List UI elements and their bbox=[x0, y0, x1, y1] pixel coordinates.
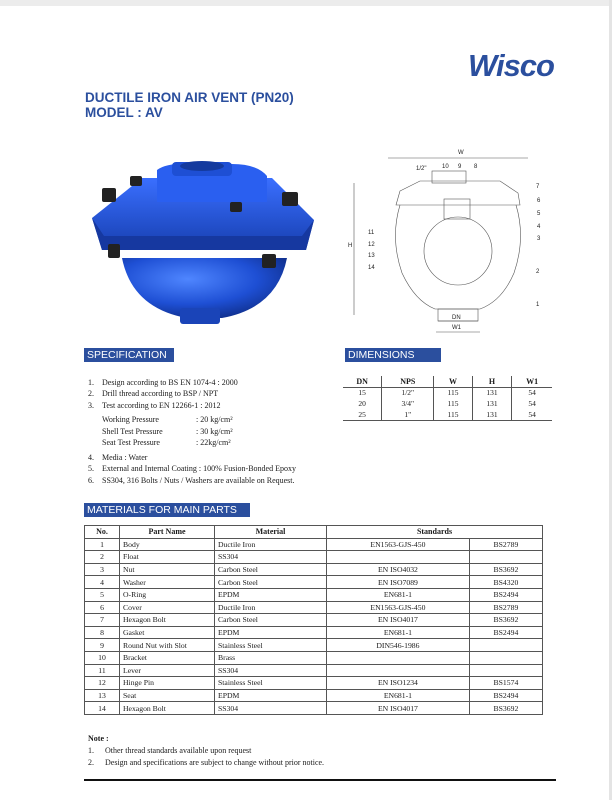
dn-label: DN bbox=[452, 315, 461, 321]
part-name-cell: Seat bbox=[120, 689, 215, 702]
part-no-cell: 8 bbox=[85, 626, 120, 639]
part-no-cell: 6 bbox=[85, 601, 120, 614]
table-row bbox=[85, 702, 543, 715]
callout-5: 5 bbox=[537, 211, 541, 217]
standard-bs-cell bbox=[469, 639, 542, 652]
pressure-list bbox=[102, 414, 233, 449]
callout-3: 3 bbox=[537, 236, 541, 242]
specification-list bbox=[88, 377, 358, 411]
part-no-cell: 11 bbox=[85, 664, 120, 677]
standard-en-cell: EN1563-GJS-450 bbox=[327, 601, 470, 614]
part-no-cell: 5 bbox=[85, 588, 120, 601]
material-cell: Carbon Steel bbox=[215, 576, 327, 589]
standard-bs-cell: BS4320 bbox=[469, 576, 542, 589]
material-cell: SS304 bbox=[215, 551, 327, 564]
callout-13: 13 bbox=[368, 253, 375, 259]
standard-en-cell: EN ISO4032 bbox=[327, 563, 470, 576]
product-title-line1: DUCTILE IRON AIR VENT (PN20) bbox=[85, 90, 294, 105]
part-name-cell: Hexagon Bolt bbox=[120, 702, 215, 715]
callout-4: 4 bbox=[537, 224, 541, 230]
standard-bs-cell: BS3692 bbox=[469, 563, 542, 576]
table-row bbox=[85, 664, 543, 677]
part-no-cell: 4 bbox=[85, 576, 120, 589]
materials-table bbox=[84, 525, 543, 715]
part-name-cell: Lever bbox=[120, 664, 215, 677]
standard-en-cell bbox=[327, 551, 470, 564]
material-cell: Carbon Steel bbox=[215, 563, 327, 576]
material-cell: Stainless Steel bbox=[215, 639, 327, 652]
standard-en-cell: EN ISO4017 bbox=[327, 702, 470, 715]
table-row bbox=[85, 626, 543, 639]
spec-item: 2. Drill thread according to BSP / NPT bbox=[88, 389, 219, 399]
standard-en-cell: EN681-1 bbox=[327, 588, 470, 601]
standard-en-cell: EN ISO4017 bbox=[327, 614, 470, 627]
table-header-row: DN NPS W H W1 bbox=[343, 376, 552, 387]
part-no-cell: 2 bbox=[85, 551, 120, 564]
bottom-rule bbox=[84, 779, 556, 781]
table-row bbox=[85, 677, 543, 690]
callout-8: 8 bbox=[474, 164, 478, 170]
standard-en-cell: DIN546-1986 bbox=[327, 639, 470, 652]
materials-header: MATERIALS FOR MAIN PARTS bbox=[84, 503, 250, 517]
part-name-cell: Hexagon Bolt bbox=[120, 614, 215, 627]
part-name-cell: Nut bbox=[120, 563, 215, 576]
table-row bbox=[85, 551, 543, 564]
part-name-cell: Body bbox=[120, 538, 215, 551]
part-name-cell: Cover bbox=[120, 601, 215, 614]
standard-bs-cell: BS3692 bbox=[469, 702, 542, 715]
callout-11: 11 bbox=[368, 230, 375, 236]
standard-bs-cell bbox=[469, 551, 542, 564]
callout-7: 7 bbox=[536, 184, 540, 190]
material-cell: SS304 bbox=[215, 664, 327, 677]
materials-table-body bbox=[85, 538, 543, 714]
material-cell: Brass bbox=[215, 651, 327, 664]
w1-label: W1 bbox=[452, 325, 461, 331]
callout-10: 10 bbox=[442, 164, 449, 170]
product-model: MODEL : AV bbox=[85, 105, 163, 120]
table-header-row: No. Part Name Material Standards bbox=[85, 526, 543, 539]
table-row bbox=[85, 601, 543, 614]
height-label: H bbox=[348, 243, 353, 249]
material-cell: EPDM bbox=[215, 626, 327, 639]
cross-section-drawing bbox=[340, 143, 560, 335]
callout-6: 6 bbox=[537, 198, 541, 204]
spec-item: 1. Design according to BS EN 1074-4 : 2000 bbox=[88, 378, 238, 387]
standard-bs-cell: BS2494 bbox=[469, 689, 542, 702]
part-no-cell: 14 bbox=[85, 702, 120, 715]
part-no-cell: 1 bbox=[85, 538, 120, 551]
callout-2: 2 bbox=[536, 269, 540, 275]
standard-en-cell: EN ISO7089 bbox=[327, 576, 470, 589]
standard-bs-cell bbox=[469, 664, 542, 677]
part-name-cell: Hinge Pin bbox=[120, 677, 215, 690]
spec-item: 4. Media : Water bbox=[88, 453, 148, 462]
standard-bs-cell: BS1574 bbox=[469, 677, 542, 690]
table-row bbox=[85, 651, 543, 664]
part-name-cell: Gasket bbox=[120, 626, 215, 639]
part-name-cell: Bracket bbox=[120, 651, 215, 664]
dimensions-table bbox=[343, 376, 552, 421]
table-row: 15 1/2" 115 131 54 bbox=[343, 387, 552, 398]
spec-item: 6. SS304, 316 Bolts / Nuts / Washers are available on Request. bbox=[88, 475, 295, 485]
notes bbox=[88, 733, 324, 769]
part-name-cell: O-Ring bbox=[120, 588, 215, 601]
standard-en-cell: EN681-1 bbox=[327, 626, 470, 639]
material-cell: EPDM bbox=[215, 689, 327, 702]
part-no-cell: 12 bbox=[85, 677, 120, 690]
callout-9: 9 bbox=[458, 164, 462, 170]
part-name-cell: Float bbox=[120, 551, 215, 564]
spec-item: 3. Test according to EN 12266-1 : 2012 bbox=[88, 400, 221, 410]
dimensions-header: DIMENSIONS bbox=[345, 348, 441, 362]
table-row bbox=[85, 639, 543, 652]
table-row bbox=[85, 614, 543, 627]
standard-bs-cell: BS2494 bbox=[469, 588, 542, 601]
pressure-row: Working Pressure : 20 kg/cm² bbox=[102, 415, 233, 424]
top-border bbox=[0, 0, 612, 6]
part-no-cell: 9 bbox=[85, 639, 120, 652]
part-no-cell: 7 bbox=[85, 614, 120, 627]
table-row bbox=[85, 563, 543, 576]
part-no-cell: 3 bbox=[85, 563, 120, 576]
standard-bs-cell bbox=[469, 651, 542, 664]
material-cell: Ductile Iron bbox=[215, 601, 327, 614]
standard-en-cell bbox=[327, 651, 470, 664]
material-cell: EPDM bbox=[215, 588, 327, 601]
width-label: W bbox=[458, 150, 464, 156]
standard-en-cell: EN681-1 bbox=[327, 689, 470, 702]
callout-14: 14 bbox=[368, 265, 375, 271]
callout-12: 12 bbox=[368, 242, 375, 248]
table-row bbox=[85, 689, 543, 702]
part-no-cell: 13 bbox=[85, 689, 120, 702]
part-name-cell: Round Nut with Slot bbox=[120, 639, 215, 652]
standard-en-cell: EN ISO1234 bbox=[327, 677, 470, 690]
table-row: 20 3/4" 115 131 54 bbox=[343, 398, 552, 409]
brand-logo: Wisco bbox=[467, 48, 554, 83]
material-cell: SS304 bbox=[215, 702, 327, 715]
callout-1: 1 bbox=[536, 302, 540, 308]
material-cell: Carbon Steel bbox=[215, 614, 327, 627]
pressure-row: Seat Test Pressure : 22kg/cm² bbox=[102, 438, 231, 448]
note-item: 2. Design and specifications are subject to change without prior notice. bbox=[88, 758, 325, 767]
standard-en-cell: EN1563-GJS-450 bbox=[327, 538, 470, 551]
specification-list-2 bbox=[88, 452, 358, 486]
standard-bs-cell: BS3692 bbox=[469, 614, 542, 627]
product-title bbox=[85, 90, 294, 120]
material-cell: Ductile Iron bbox=[215, 538, 327, 551]
standard-en-cell bbox=[327, 664, 470, 677]
standard-bs-cell: BS2494 bbox=[469, 626, 542, 639]
table-row: 25 1" 115 131 54 bbox=[343, 409, 552, 420]
table-row bbox=[85, 588, 543, 601]
part-no-cell: 10 bbox=[85, 651, 120, 664]
table-row bbox=[85, 538, 543, 551]
nps-label: 1/2" bbox=[416, 166, 427, 172]
pressure-row: Shell Test Pressure : 30 kg/cm² bbox=[102, 426, 233, 436]
part-name-cell: Washer bbox=[120, 576, 215, 589]
spec-item: 5. External and Internal Coating : 100% Fusion-Bonded Epoxy bbox=[88, 464, 296, 474]
material-cell: Stainless Steel bbox=[215, 677, 327, 690]
table-row bbox=[85, 576, 543, 589]
air-vent-photo bbox=[82, 158, 322, 326]
note-item: 1. Other thread standards available upon request bbox=[88, 746, 252, 755]
standard-bs-cell: BS2789 bbox=[469, 601, 542, 614]
standard-bs-cell: BS2789 bbox=[469, 538, 542, 551]
notes-header: Note : bbox=[88, 734, 109, 743]
specification-header: SPECIFICATION bbox=[84, 348, 174, 362]
